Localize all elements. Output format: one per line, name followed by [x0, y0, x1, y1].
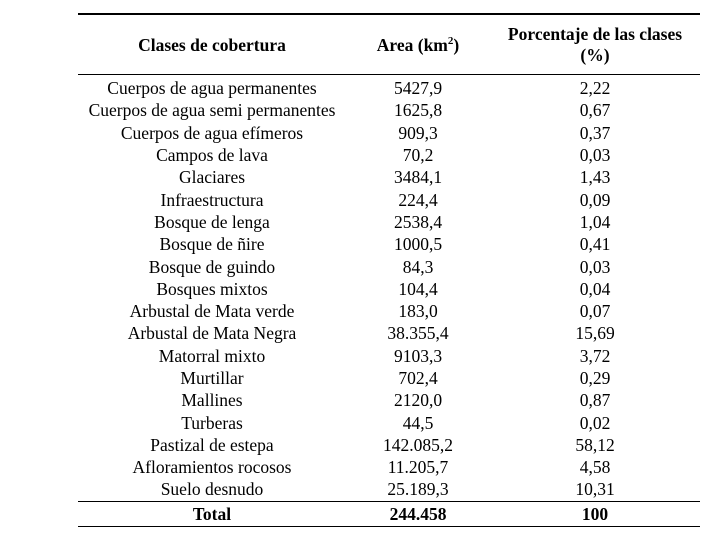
column-header-area-superscript: 2 — [447, 34, 454, 47]
total-label: Total — [78, 501, 346, 526]
cell-porcentaje: 0,04 — [579, 278, 611, 299]
cell-clase: Cuerpos de agua permanentes — [107, 78, 317, 99]
table-header-row — [78, 14, 700, 75]
cell-porcentaje: 2,22 — [579, 78, 611, 99]
cell-porcentaje: 0,09 — [579, 189, 611, 210]
cell-porcentaje: 0,03 — [579, 256, 611, 277]
cell-area: 9103,3 — [393, 345, 443, 366]
table-row — [78, 367, 700, 389]
cell-area: 104,4 — [398, 278, 438, 299]
cell-clase: Pastizal de estepa — [150, 434, 274, 455]
table-row — [78, 322, 700, 344]
cell-area: 1000,5 — [393, 234, 443, 255]
cell-porcentaje: 0,03 — [579, 145, 611, 166]
column-header-area-km2 — [346, 14, 490, 75]
table-body — [78, 75, 700, 502]
cell-clase: Afloramientos rocosos — [132, 457, 292, 478]
column-header-porcentaje-de-las-clases — [490, 14, 700, 75]
cell-porcentaje: 0,29 — [579, 368, 611, 388]
cell-area: 183,0 — [398, 301, 438, 322]
cell-porcentaje: 0,07 — [579, 301, 611, 322]
cell-area: 70,2 — [402, 145, 434, 166]
cell-area: 702,4 — [398, 368, 438, 388]
table-row — [78, 75, 700, 100]
table-footer — [78, 501, 700, 526]
column-header-porcentaje-line2: (%) — [580, 45, 610, 65]
cell-area: 5427,9 — [393, 78, 443, 99]
cell-area: 2120,0 — [393, 390, 443, 411]
table-header — [78, 14, 700, 75]
cell-area: 142.085,2 — [383, 434, 453, 455]
table-row — [78, 166, 700, 188]
cell-porcentaje: 1,04 — [579, 211, 611, 232]
table-row — [78, 99, 700, 121]
cell-area: 1625,8 — [393, 100, 443, 121]
cell-porcentaje: 1,43 — [579, 167, 611, 188]
cell-clase: Arbustal de Mata verde — [129, 301, 295, 322]
cell-area: 224,4 — [398, 189, 438, 210]
cell-porcentaje: 0,67 — [579, 100, 611, 121]
table-row — [78, 300, 700, 322]
total-porcentaje-value: 100 — [490, 501, 700, 526]
cell-clase: Suelo desnudo — [160, 479, 264, 500]
cell-clase: Turberas — [181, 412, 243, 433]
cell-clase: Matorral mixto — [158, 345, 266, 366]
table-row — [78, 478, 700, 501]
cell-porcentaje: 3,72 — [579, 345, 611, 366]
cell-clase: Mallines — [181, 390, 243, 411]
table-row — [78, 144, 700, 166]
table-row — [78, 411, 700, 433]
cell-porcentaje: 4,58 — [579, 457, 611, 478]
cell-porcentaje: 15,69 — [575, 323, 615, 344]
cell-area: 44,5 — [402, 412, 434, 433]
total-row — [78, 501, 700, 526]
table-row — [78, 233, 700, 255]
cover-classes-table — [78, 13, 700, 527]
column-header-area-tail: ) — [453, 34, 460, 55]
cell-clase: Cuerpos de agua efímeros — [120, 122, 304, 143]
column-header-clases-de-cobertura: Clases de cobertura — [78, 14, 346, 75]
table-row — [78, 389, 700, 411]
cell-clase: Arbustal de Mata Negra — [127, 323, 297, 344]
cell-porcentaje: 0,87 — [579, 390, 611, 411]
cell-area: 3484,1 — [393, 167, 443, 188]
column-header-area-text: Area (km — [376, 34, 448, 55]
cell-clase: Bosque de guindo — [148, 256, 276, 277]
cell-area: 84,3 — [402, 256, 434, 277]
cell-clase: Bosque de lenga — [154, 211, 270, 232]
cell-clase: Murtillar — [180, 368, 244, 388]
cell-clase: Bosques mixtos — [156, 278, 268, 299]
table-row — [78, 278, 700, 300]
total-area-value: 244.458 — [346, 501, 490, 526]
cell-clase: Cuerpos de agua semi permanentes — [88, 100, 336, 121]
table-row — [78, 188, 700, 210]
column-header-porcentaje-line1: Porcentaje de las clases — [507, 24, 683, 44]
table-row — [78, 456, 700, 478]
cell-area: 25.189,3 — [387, 479, 449, 500]
cell-area: 2538,4 — [393, 211, 443, 232]
cell-area: 909,3 — [398, 122, 438, 143]
cover-classes-table-container — [78, 13, 700, 527]
cell-porcentaje: 58,12 — [575, 434, 615, 455]
table-row — [78, 122, 700, 144]
cell-area: 11.205,7 — [387, 457, 449, 478]
cell-porcentaje: 0,37 — [579, 122, 611, 143]
table-row — [78, 345, 700, 367]
cell-porcentaje: 0,41 — [579, 234, 611, 255]
cell-clase: Campos de lava — [156, 145, 268, 166]
cell-clase: Infraestructura — [160, 189, 264, 210]
cell-clase: Bosque de ñire — [159, 234, 265, 255]
cell-area: 38.355,4 — [387, 323, 449, 344]
table-row — [78, 255, 700, 277]
cell-porcentaje: 0,02 — [579, 412, 611, 433]
table-row — [78, 434, 700, 456]
cell-porcentaje: 10,31 — [575, 479, 615, 500]
table-row — [78, 211, 700, 233]
cell-clase: Glaciares — [178, 167, 246, 188]
